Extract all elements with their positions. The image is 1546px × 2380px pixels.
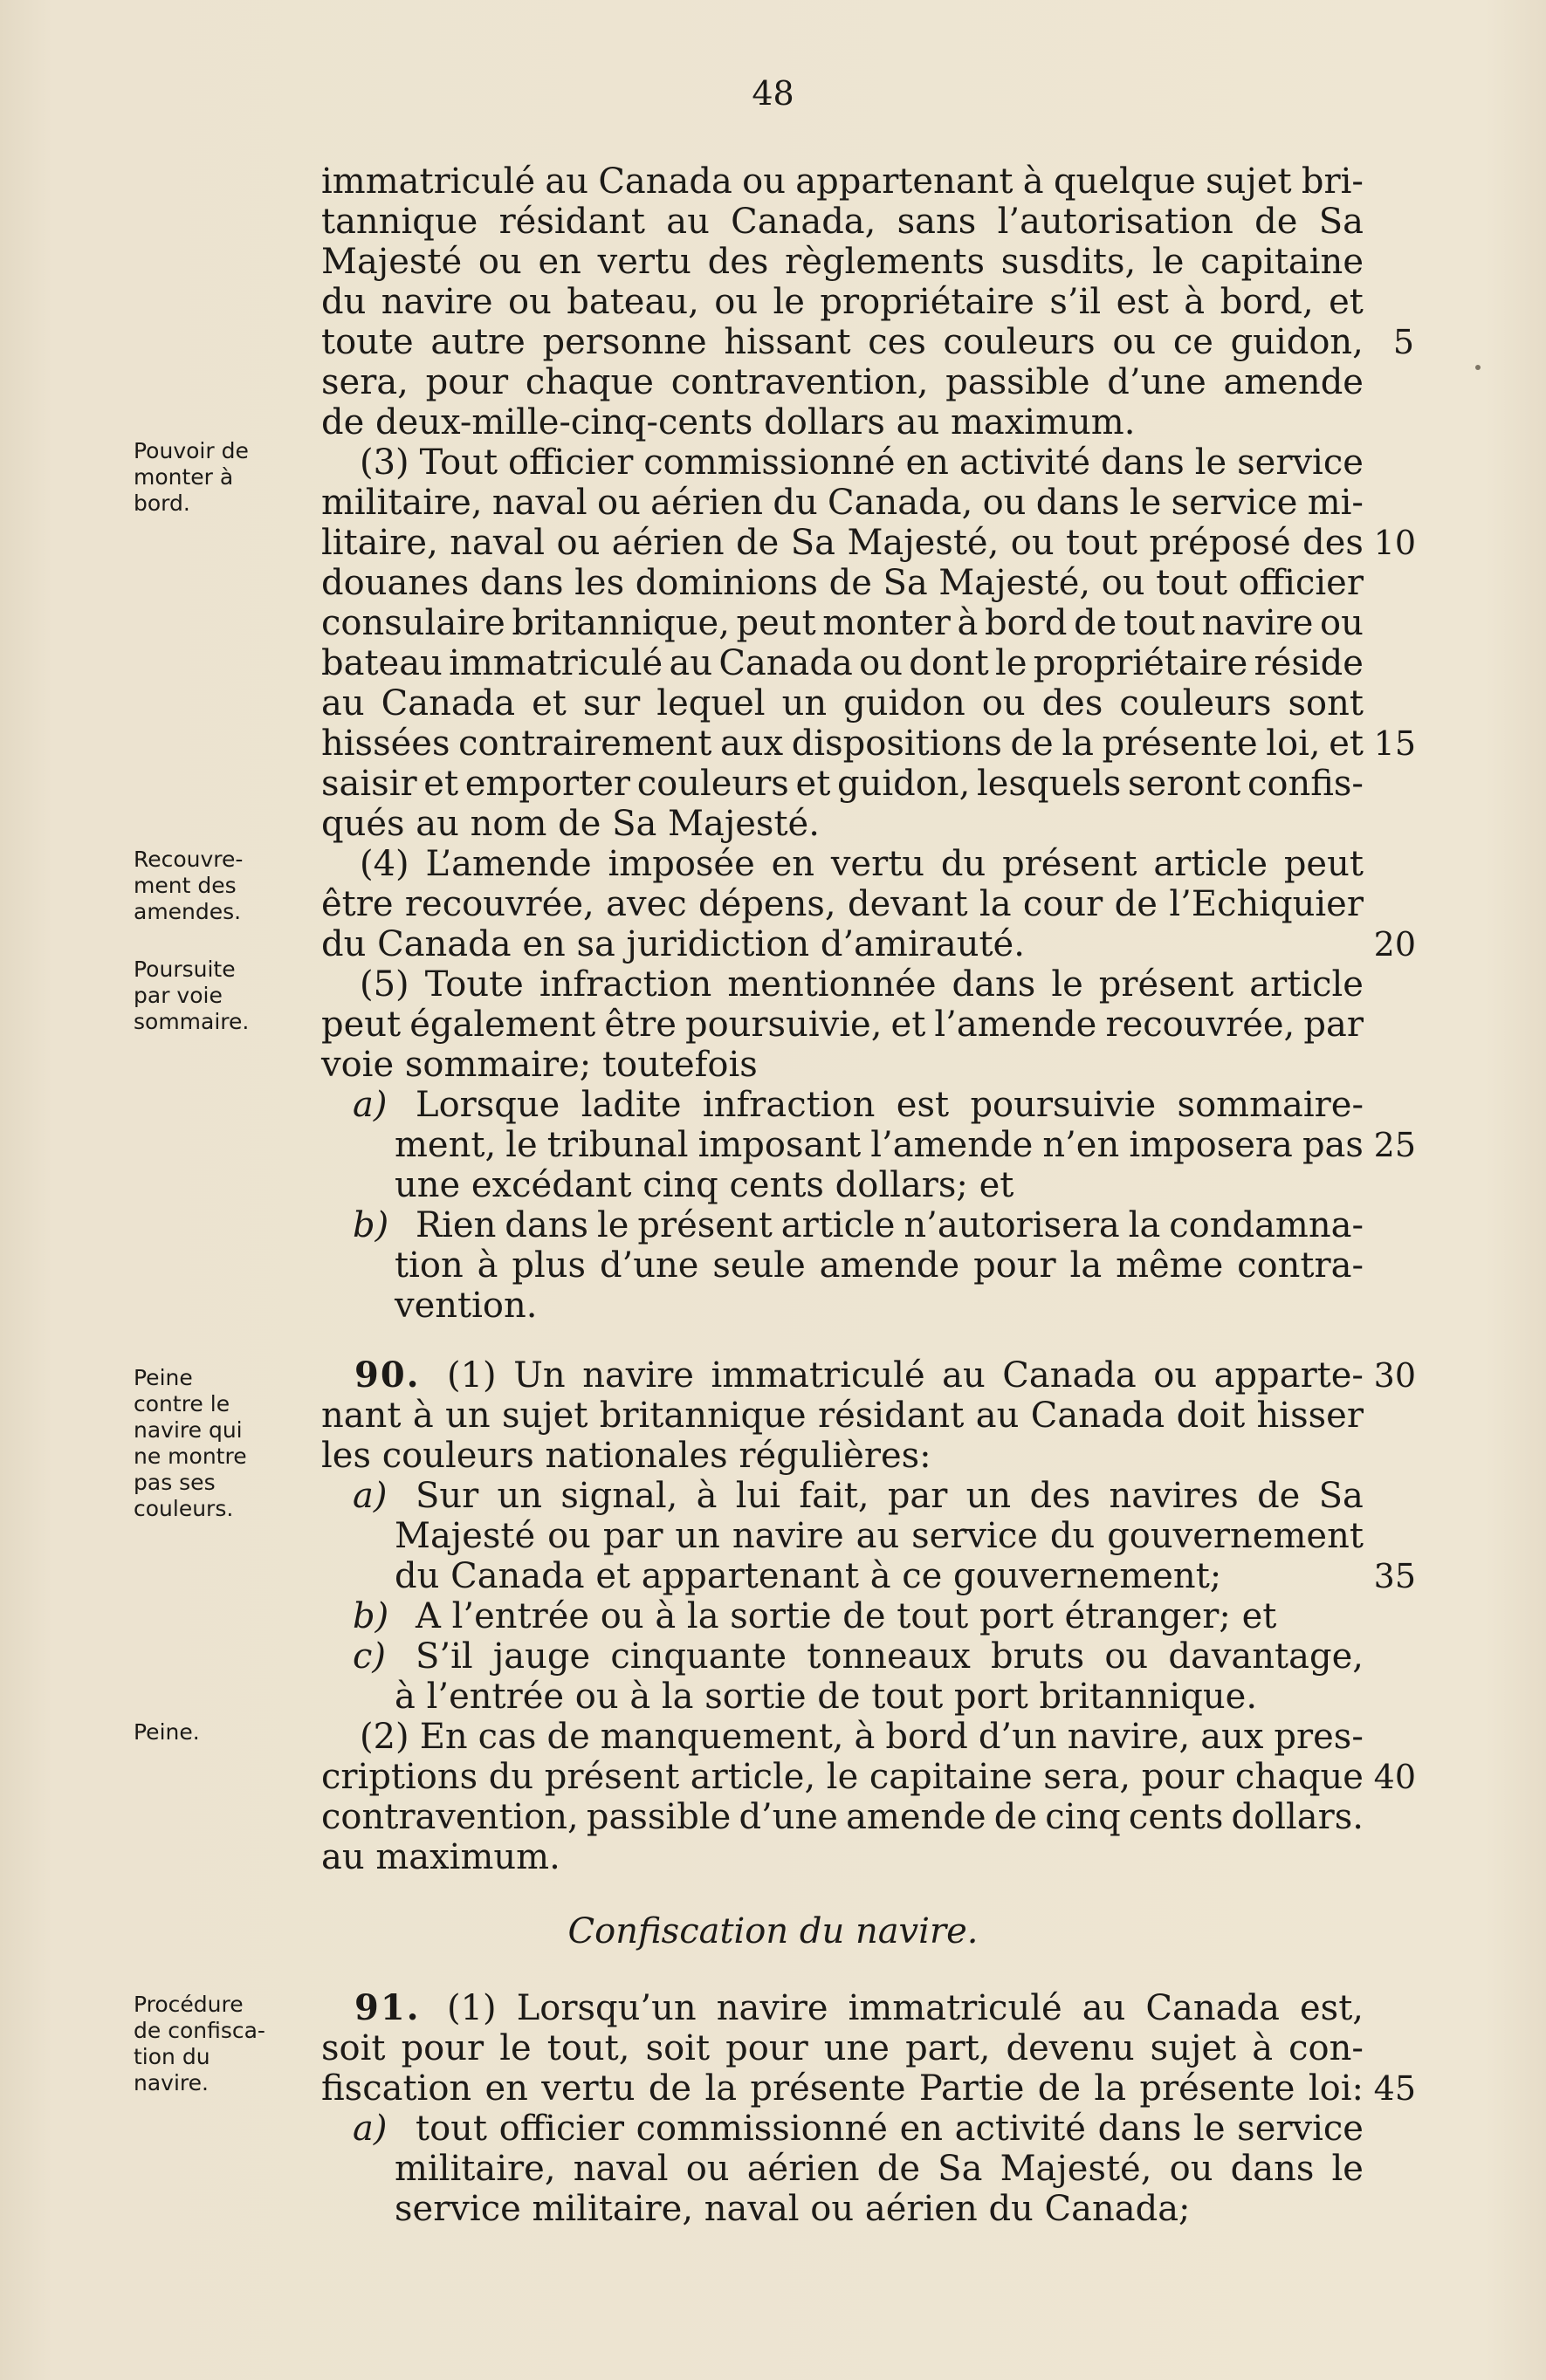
margin-note-peine-couleurs: Peine contre le navire qui ne montre pas ses couleurs. (134, 1365, 247, 1521)
body-line: à l’entrée ou à la sortie de tout port britannique. (395, 1677, 1258, 1717)
body-line: contravention, passible d’une amende de cinq cents dollars. (321, 1797, 1364, 1837)
body-line: (1) Un navire immatriculé au Canada ou apparte- (447, 1355, 1364, 1396)
body-line: hissées contrairement aux dispositions de la présente loi, et (321, 724, 1364, 764)
margin-note-procedure: Procédure de confisca- tion du navire. (134, 1992, 265, 2095)
body-line: qués au nom de Sa Majesté. (321, 804, 820, 844)
body-line: Majesté ou en vertu des règlements susdits, le capitaine (321, 242, 1364, 282)
body-line: sera, pour chaque contravention, passible d’une amende (321, 362, 1364, 402)
body-line: nant à un sujet britannique résidant au Canada doit hisser (321, 1396, 1364, 1436)
speck-mark (1475, 365, 1481, 370)
body-line: immatriculé au Canada ou appartenant à quelque sujet bri- (321, 161, 1364, 202)
section-number: 91. (354, 1987, 421, 2028)
body-line: consulaire britannique, peut monter à bord de tout navire ou (321, 603, 1364, 643)
body-line: toute autre personne hissant ces couleurs ou ce guidon, (321, 322, 1364, 362)
body-line: militaire, naval ou aérien de Sa Majesté, ou dans le (395, 2149, 1364, 2189)
margin-note-peine: Peine. (134, 1719, 200, 1745)
body-line: Rien dans le présent article n’autorisera la condamna- (416, 1205, 1364, 1245)
line-number: 40 (1373, 1758, 1416, 1796)
item-label: a) (353, 1085, 388, 1125)
body-line: au Canada et sur lequel un guidon ou des couleurs sont (321, 683, 1364, 724)
margin-note-pouvoir: Pouvoir de monter à bord. (134, 438, 249, 516)
body-line: du Canada et appartenant à ce gouvernement; (395, 1556, 1222, 1596)
body-line: militaire, naval ou aérien du Canada, ou dans le service mi- (321, 483, 1364, 523)
item-label: b) (353, 1596, 389, 1636)
body-line: (3) Tout officier commissionné en activité dans le service (360, 442, 1364, 483)
line-number: 30 (1373, 1356, 1416, 1395)
body-line: Lorsque ladite infraction est poursuivie sommaire- (416, 1085, 1364, 1125)
body-line: tion à plus d’une seule amende pour la même contra- (395, 1245, 1364, 1286)
body-line: litaire, naval ou aérien de Sa Majesté, ou tout préposé des (321, 523, 1364, 563)
item-label: a) (353, 1476, 388, 1516)
body-line: fiscation en vertu de la présente Partie de la présente loi: (321, 2068, 1364, 2109)
item-label: a) (353, 2109, 388, 2149)
line-number: 10 (1373, 524, 1416, 562)
line-number: 15 (1373, 724, 1416, 763)
body-line: soit pour le tout, soit pour une part, devenu sujet à con- (321, 2028, 1364, 2068)
body-line: voie sommaire; toutefois (321, 1045, 758, 1085)
body-line: peut également être poursuivie, et l’amende recouvrée, par (321, 1005, 1364, 1045)
line-number: 35 (1373, 1557, 1416, 1595)
body-line: (2) En cas de manquement, à bord d’un navire, aux pres- (360, 1717, 1364, 1757)
item-label: b) (353, 1205, 389, 1245)
body-line: Sur un signal, à lui fait, par un des navires de Sa (416, 1476, 1364, 1516)
margin-note-recouvrement: Recouvre- ment des amendes. (134, 847, 244, 924)
body-line: (4) L’amende imposée en vertu du présent article peut (360, 844, 1364, 884)
margin-note-poursuite: Poursuite par voie sommaire. (134, 957, 250, 1034)
body-line: criptions du présent article, le capitaine sera, pour chaque (321, 1757, 1364, 1797)
body-line: de deux-mille-cinq-cents dollars au maximum. (321, 402, 1136, 442)
body-line: du navire ou bateau, ou le propriétaire s’il est à bord, et (321, 282, 1364, 322)
line-number: 25 (1373, 1126, 1416, 1164)
body-line: être recouvrée, avec dépens, devant la cour de l’Echiquier (321, 884, 1364, 924)
body-line: douanes dans les dominions de Sa Majesté, ou tout officier (321, 563, 1364, 603)
line-number: 45 (1373, 2069, 1416, 2108)
body-line: Majesté ou par un navire au service du gouvernement (395, 1516, 1364, 1556)
body-line: vention. (395, 1286, 538, 1326)
page-number: 48 (752, 74, 794, 113)
section-number: 90. (354, 1355, 421, 1396)
item-label: c) (353, 1636, 387, 1677)
body-line: service militaire, naval ou aérien du Canada; (395, 2189, 1191, 2229)
body-line: (1) Lorsqu’un navire immatriculé au Canada est, (447, 1988, 1364, 2028)
body-line: les couleurs nationales régulières: (321, 1436, 931, 1476)
body-line: (5) Toute infraction mentionnée dans le présent article (360, 964, 1364, 1005)
line-number: 20 (1373, 925, 1416, 964)
body-line: tout officier commissionné en activité dans le service (416, 2109, 1364, 2149)
body-line: S’il jauge cinquante tonneaux bruts ou davantage, (416, 1636, 1364, 1677)
body-line: A l’entrée ou à la sortie de tout port étranger; et (416, 1596, 1277, 1636)
line-number: 5 (1392, 323, 1414, 361)
body-line: saisir et emporter couleurs et guidon, lesquels seront confis- (321, 764, 1364, 804)
body-line: bateau immatriculé au Canada ou dont le propriétaire réside (321, 643, 1364, 683)
body-line: une excédant cinq cents dollars; et (395, 1165, 1014, 1205)
body-line: tannique résidant au Canada, sans l’autorisation de Sa (321, 202, 1364, 242)
section-heading: Confiscation du navire. (567, 1911, 979, 1951)
body-line: ment, le tribunal imposant l’amende n’en imposera pas (395, 1125, 1364, 1165)
body-line: du Canada en sa juridiction d’amirauté. (321, 924, 1025, 964)
body-line: au maximum. (321, 1837, 560, 1877)
